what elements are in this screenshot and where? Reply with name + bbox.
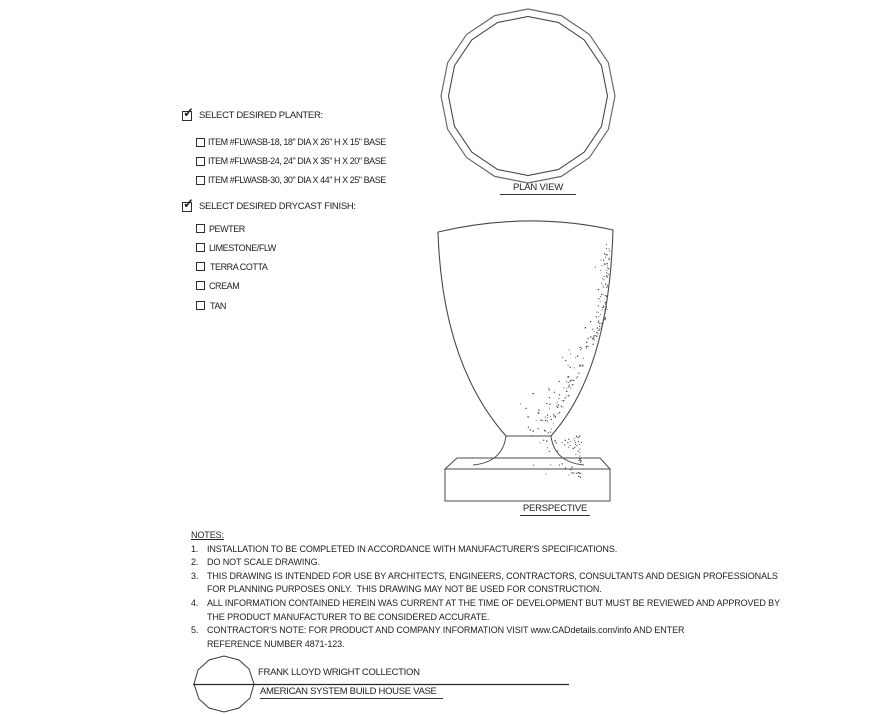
planter-item-label: ITEM #FLWASB-18, 18" DIA X 26" H X 15" BASE — [208, 137, 386, 147]
vase-base-front-face — [445, 469, 610, 501]
finish-checkbox-cream[interactable] — [196, 281, 205, 290]
planter-item-checkbox-30[interactable] — [196, 176, 205, 185]
finish-checkbox-terracotta[interactable] — [196, 262, 205, 271]
note-text: INSTALLATION TO BE COMPLETED IN ACCORDANCE WITH MANUFACTURER'S SPECIFICATIONS. — [207, 543, 618, 554]
note-number: 2. — [191, 557, 199, 568]
finish-checkbox-tan[interactable] — [196, 301, 205, 310]
checkmark-icon: ✓ — [183, 196, 194, 211]
note-number: 5. — [191, 625, 199, 636]
planter-item-label: ITEM #FLWASB-24, 24" DIA X 35" H X 20" BASE — [208, 156, 386, 166]
titleblock-graphics — [190, 652, 580, 714]
perspective-view-label: PERSPECTIVE — [520, 503, 590, 516]
titleblock-product-name: AMERICAN SYSTEM BUILD HOUSE VASE — [260, 686, 443, 699]
finish-label: TAN — [210, 301, 226, 311]
planter-rim-inner-outline — [449, 17, 608, 176]
checkmark-icon: ✓ — [183, 105, 194, 120]
note-number: 4. — [191, 597, 199, 608]
planter-item-checkbox-24[interactable] — [196, 157, 205, 166]
finish-checkbox-limestone[interactable] — [196, 243, 205, 252]
finish-label: CREAM — [209, 281, 240, 291]
planter-section-checkbox[interactable] — [182, 105, 194, 121]
note-text: ALL INFORMATION CONTAINED HEREIN WAS CURRENT AT THE TIME OF DEVELOPMENT BUT MUST BE REVIEWED AND APPROVED BY THE PRODUCT MANUFACTURER TO BE CONSIDERED ACCURATE. — [207, 597, 780, 622]
finish-section-checkbox[interactable] — [182, 196, 194, 212]
stipple-shading — [520, 244, 610, 478]
finish-label: PEWTER — [209, 224, 245, 234]
planter-rim-outer-outline — [441, 9, 615, 183]
planter-section-title: SELECT DESIRED PLANTER: — [199, 110, 323, 121]
note-item — [191, 543, 791, 557]
note-text: THIS DRAWING IS INTENDED FOR USE BY ARCHITECTS, ENGINEERS, CONTRACTORS, CONSULTANTS AND DESIGN PROFESSIONALS FOR PLANNING PURPOSES ONLY. THIS DRAWING MAY NOT BE USED FOR CONSTRUCTION. — [207, 570, 778, 595]
vase-foot-left-outline — [473, 436, 506, 465]
note-item — [191, 556, 791, 570]
note-number: 3. — [191, 570, 199, 581]
note-item — [191, 597, 791, 624]
note-text: CONTRACTOR'S NOTE: FOR PRODUCT AND COMPANY INFORMATION VISIT www.CADdetails.com/info AND ENTER REFERENCE NUMBER 4871-123. — [207, 625, 685, 649]
plan-view-drawing — [434, 4, 624, 186]
plan-view-label: PLAN VIEW — [500, 182, 576, 195]
titleblock-collection-name: FRANK LLOYD WRIGHT COLLECTION — [258, 667, 420, 678]
note-text: DO NOT SCALE DRAWING. — [207, 557, 320, 568]
perspective-drawing — [434, 218, 624, 508]
note-item — [191, 624, 791, 651]
finish-checkbox-pewter[interactable] — [196, 224, 205, 233]
finish-label: LIMESTONE/FLW — [209, 243, 276, 253]
note-number: 1. — [191, 543, 199, 554]
notes-block — [191, 529, 791, 651]
vase-bowl-outline — [438, 221, 613, 436]
planter-item-label: ITEM #FLWASB-30, 30" DIA X 44" H X 25" BASE — [208, 175, 386, 185]
note-item — [191, 570, 791, 597]
vase-base-top-face — [445, 458, 610, 469]
planter-item-checkbox-18[interactable] — [196, 138, 205, 147]
notes-heading: NOTES: — [191, 530, 224, 540]
vase-foot-right-outline — [551, 436, 584, 465]
finish-section-title: SELECT DESIRED DRYCAST FINISH: — [199, 201, 356, 212]
finish-label: TERRA COTTA — [210, 262, 268, 272]
